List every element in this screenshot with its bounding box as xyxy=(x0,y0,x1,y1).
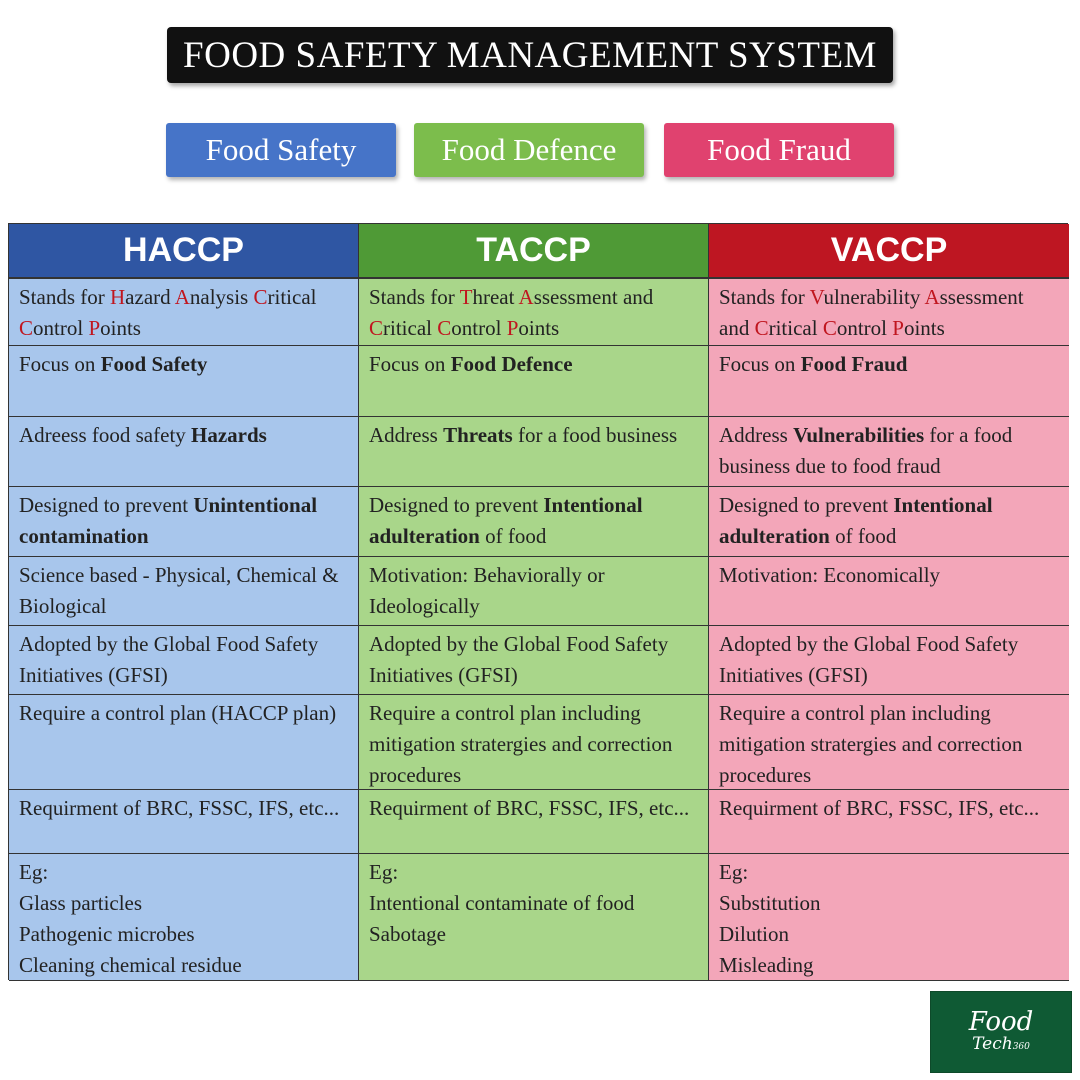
acronym-letter: C xyxy=(437,316,452,340)
header-taccp: TACCP xyxy=(359,224,709,279)
vaccp-designed: Designed to prevent Intentional adulteration of food xyxy=(709,487,1069,557)
haccp-requirement: Requirment of BRC, FSSC, IFS, etc... xyxy=(9,790,359,854)
vaccp-control-plan: Require a control plan including mitigation stratergies and correction procedures xyxy=(709,695,1069,790)
logo-line2: Tech360 xyxy=(972,1033,1030,1054)
category-food-defence: Food Defence xyxy=(414,123,644,177)
taccp-adopted: Adopted by the Global Food Safety Initiatives (GFSI) xyxy=(359,626,709,695)
acronym-letter: P xyxy=(506,316,519,340)
vaccp-requirement: Requirment of BRC, FSSC, IFS, etc... xyxy=(709,790,1069,854)
haccp-designed: Designed to prevent Unintentional contamination xyxy=(9,487,359,557)
acronym-letter: C xyxy=(754,316,769,340)
header-vaccp: VACCP xyxy=(709,224,1069,279)
list-item: Sabotage xyxy=(369,922,446,946)
acronym-letter: A xyxy=(174,285,190,309)
acronym-letter: A xyxy=(518,285,534,309)
comparison-table xyxy=(8,223,1068,980)
taccp-control-plan: Require a control plan including mitigation stratergies and correction procedures xyxy=(359,695,709,790)
acronym-letter: C xyxy=(822,316,837,340)
category-food-fraud: Food Fraud xyxy=(664,123,894,177)
vaccp-adopted: Adopted by the Global Food Safety Initiatives (GFSI) xyxy=(709,626,1069,695)
taccp-address: Address Threats for a food business xyxy=(359,417,709,487)
vaccp-focus: Focus on Food Fraud xyxy=(709,346,1069,417)
vaccp-motivation: Motivation: Economically xyxy=(709,557,1069,626)
vaccp-address: Address Vulnerabilities for a food business due to food fraud xyxy=(709,417,1069,487)
acronym-letter: P xyxy=(88,316,101,340)
page-title: FOOD SAFETY MANAGEMENT SYSTEM xyxy=(167,27,893,83)
list-item: Pathogenic microbes xyxy=(19,922,195,946)
acronym-letter: P xyxy=(892,316,904,340)
taccp-designed: Designed to prevent Intentional adulteration of food xyxy=(359,487,709,557)
haccp-adopted: Adopted by the Global Food Safety Initiatives (GFSI) xyxy=(9,626,359,695)
taccp-examples xyxy=(359,854,709,981)
haccp-stands-for: Stands for Hazard Analysis Critical Control Points xyxy=(9,279,359,346)
logo-line1: Food xyxy=(968,1006,1034,1037)
list-item: Glass particles xyxy=(19,891,143,915)
list-item: Substitution xyxy=(719,891,821,915)
vaccp-examples xyxy=(709,854,1069,981)
haccp-address: Adreess food safety Hazards xyxy=(9,417,359,487)
acronym-letter: V xyxy=(809,285,824,309)
vaccp-stands-for: Stands for Vulnerability Assessment and Critical Control Points xyxy=(709,279,1069,346)
taccp-stands-for: Stands for Threat Assessment and Critical Control Points xyxy=(359,279,709,346)
list-item: Intentional contaminate of food xyxy=(369,891,635,915)
taccp-requirement: Requirment of BRC, FSSC, IFS, etc... xyxy=(359,790,709,854)
acronym-letter: A xyxy=(924,285,940,309)
examples-label: Eg: xyxy=(19,860,49,884)
taccp-motivation: Motivation: Behaviorally or Ideologically xyxy=(359,557,709,626)
category-food-safety: Food Safety xyxy=(166,123,396,177)
examples-label: Eg: xyxy=(719,860,749,884)
list-item: Dilution xyxy=(719,922,790,946)
list-item: Cleaning chemical residue xyxy=(19,953,242,977)
haccp-examples xyxy=(9,854,359,981)
list-item: Misleading xyxy=(719,953,814,977)
acronym-letter: H xyxy=(110,285,126,309)
acronym-letter: C xyxy=(253,285,268,309)
header-haccp: HACCP xyxy=(9,224,359,279)
haccp-control-plan: Require a control plan (HACCP plan) xyxy=(9,695,359,790)
haccp-basis: Science based - Physical, Chemical & Biological xyxy=(9,557,359,626)
acronym-letter: T xyxy=(459,285,473,309)
food-tech-logo xyxy=(930,991,1072,1073)
acronym-letter: C xyxy=(369,316,384,340)
taccp-focus: Focus on Food Defence xyxy=(359,346,709,417)
haccp-focus: Focus on Food Safety xyxy=(9,346,359,417)
acronym-letter: C xyxy=(19,316,34,340)
examples-label: Eg: xyxy=(369,860,399,884)
